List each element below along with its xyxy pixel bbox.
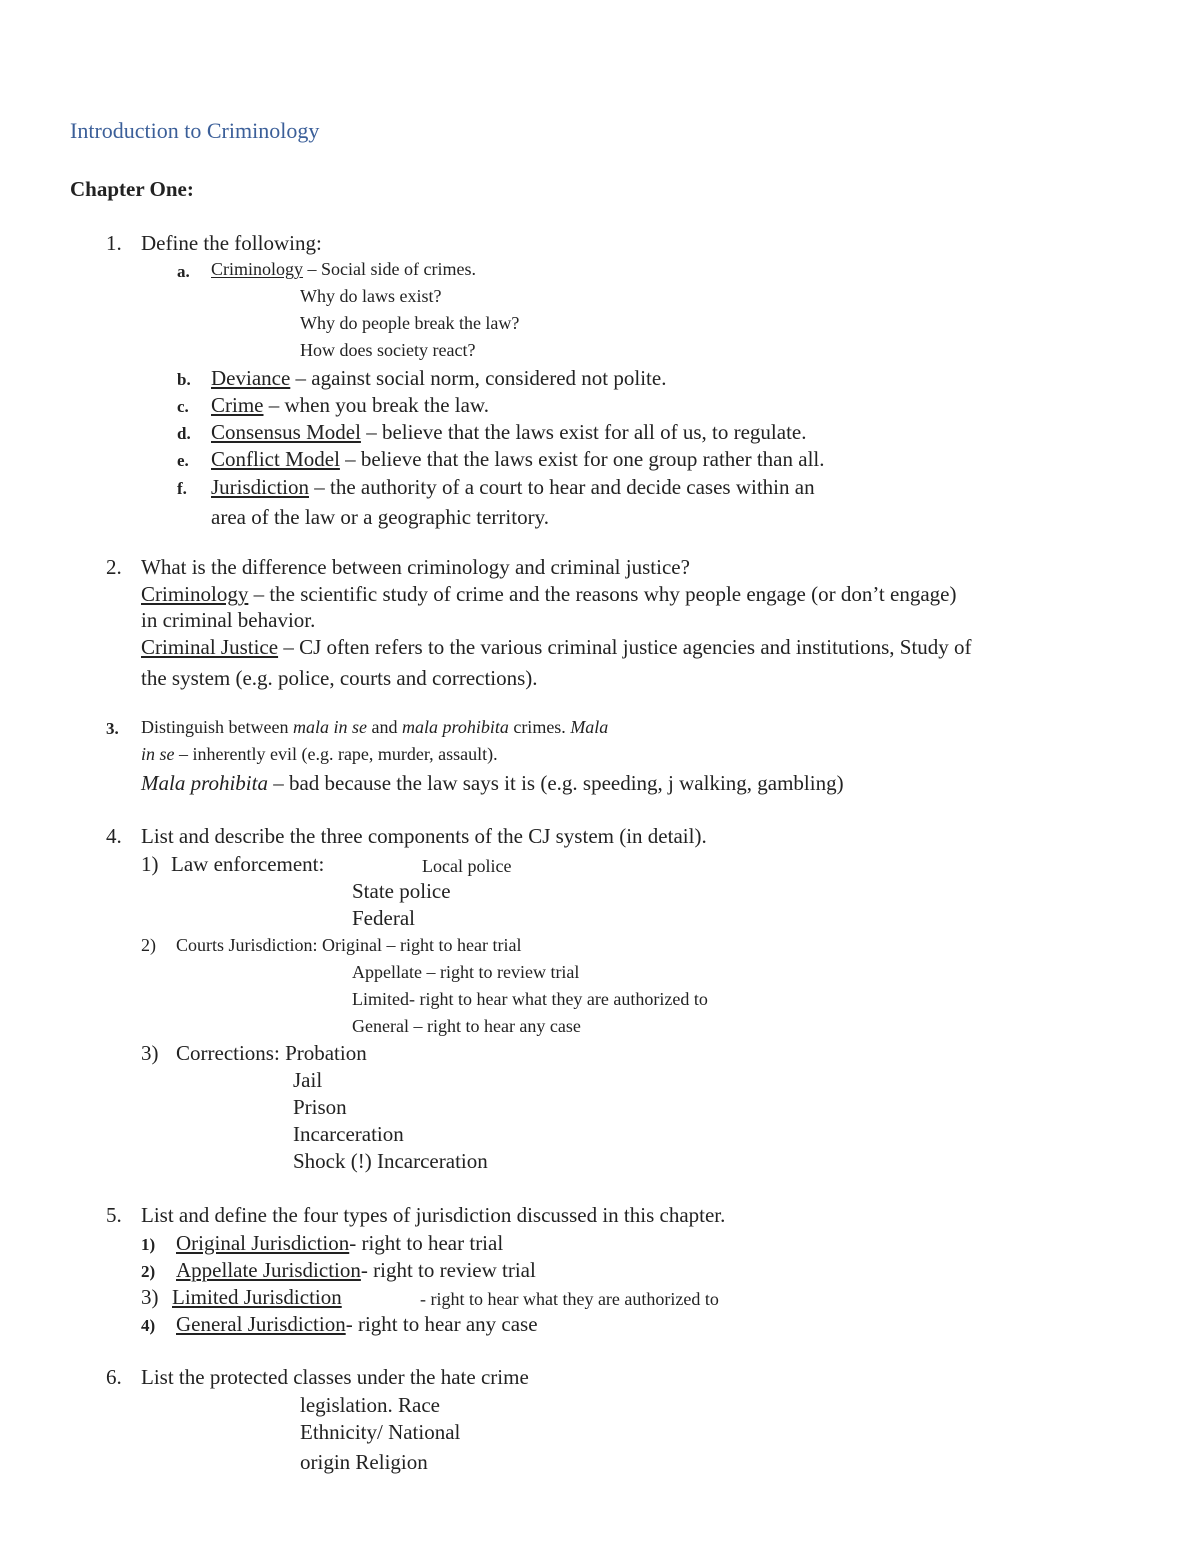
- jurisdiction-type-1-label: 1): [141, 1235, 156, 1254]
- q3-text-post: crimes.: [508, 717, 571, 737]
- def-limited-jurisdiction: - right to hear what they are authorized to: [420, 1289, 719, 1309]
- question-3-text: [141, 718, 608, 736]
- term-general-jurisdiction: General Jurisdiction: [176, 1312, 346, 1336]
- def-criminology-2: – the scientific study of crime and the reasons why people engage (or don’t engage): [248, 582, 957, 606]
- term-crime: Crime: [211, 393, 264, 417]
- def-conflict-model: – believe that the laws exist for one group rather than all.: [339, 447, 825, 471]
- component-3-label: 3): [141, 1041, 159, 1065]
- mala-prohibita-answer: [141, 773, 844, 794]
- item-e-label: e.: [177, 451, 189, 470]
- question-4-number: 4.: [106, 824, 122, 848]
- corrections-item-4: Incarceration: [293, 1122, 404, 1146]
- question-5-number: 5.: [106, 1203, 122, 1227]
- jurisdiction-type-original: [176, 1233, 503, 1254]
- corrections-heading: Corrections:: [176, 1041, 286, 1065]
- question-6-number: 6.: [106, 1365, 122, 1389]
- term-appellate-jurisdiction: Appellate Jurisdiction: [176, 1258, 361, 1282]
- law-enforcement-item-2: State police: [352, 879, 451, 903]
- q3-text-and: and: [366, 717, 402, 737]
- q3-mala-prohibita: mala prohibita: [401, 717, 509, 737]
- criminal-justice-answer: [141, 637, 972, 658]
- component-law-enforcement: Law enforcement:: [171, 852, 325, 876]
- item-b-label: b.: [177, 370, 191, 389]
- term-criminal-justice: Criminal Justice: [141, 635, 279, 659]
- q3-mala-prohibita-definition: – bad because the law says it is (e.g. speeding, j walking, gambling): [267, 771, 844, 795]
- consensus-model-definition: [211, 422, 806, 443]
- document-title: Introduction to Criminology: [70, 118, 320, 143]
- criminology-answer: [141, 584, 956, 605]
- def-jurisdiction: – the authority of a court to hear and decide cases within an: [309, 475, 815, 499]
- def-criminology: – Social side of crimes.: [303, 259, 476, 279]
- def-original-jurisdiction: - right to hear trial: [349, 1231, 504, 1255]
- jurisdiction-definition-cont: area of the law or a geographic territory.: [211, 505, 549, 529]
- deviance-definition: [211, 368, 666, 389]
- q3-text-pre: Distinguish between: [141, 717, 293, 737]
- jurisdiction-type-appellate: [176, 1260, 536, 1281]
- jurisdiction-type-2-label: 2): [141, 1262, 156, 1281]
- item-f-label: f.: [177, 479, 187, 498]
- criminology-question-3: How does society react?: [300, 340, 476, 360]
- component-corrections: [176, 1043, 367, 1064]
- def-crime: – when you break the law.: [263, 393, 489, 417]
- jurisdiction-type-3-label: 3): [141, 1285, 159, 1309]
- term-criminology: Criminology: [211, 259, 304, 279]
- courts-item-3: Limited- right to hear what they are authorized to: [352, 989, 708, 1009]
- law-enforcement-item-3: Federal: [352, 906, 415, 930]
- def-criminal-justice: – CJ often refers to the various criminal justice agencies and institutions, Study of: [278, 635, 972, 659]
- protected-classes-line-2: Ethnicity/ National: [300, 1420, 461, 1444]
- q3-mala-in-se: mala in se: [292, 717, 367, 737]
- corrections-item-3: Prison: [293, 1095, 347, 1119]
- courts-item-1: Original – right to hear trial: [322, 935, 522, 955]
- component-courts: [176, 936, 521, 954]
- courts-item-4: General – right to hear any case: [352, 1016, 581, 1036]
- mala-in-se-answer: [141, 745, 498, 763]
- question-1-number: 1.: [106, 231, 122, 255]
- corrections-item-1: Probation: [285, 1041, 367, 1065]
- jurisdiction-definition: [211, 477, 815, 498]
- question-2-text: What is the difference between criminology and criminal justice?: [141, 555, 690, 579]
- question-2-number: 2.: [106, 555, 122, 579]
- corrections-item-5: Shock (!) Incarceration: [293, 1149, 488, 1173]
- criminology-question-2: Why do people break the law?: [300, 313, 520, 333]
- protected-classes-line-3: origin Religion: [300, 1450, 428, 1474]
- question-3-number: 3.: [106, 719, 119, 738]
- item-d-label: d.: [177, 424, 191, 443]
- term-jurisdiction: Jurisdiction: [211, 475, 309, 499]
- question-4-text: List and describe the three components of the CJ system (in detail).: [141, 824, 707, 848]
- term-criminology-2: Criminology: [141, 582, 249, 606]
- law-enforcement-item-1: Local police: [422, 856, 512, 876]
- q3-in-se-definition: – inherently evil (e.g. rape, murder, assault).: [174, 744, 498, 764]
- question-1-text: Define the following:: [141, 231, 322, 255]
- term-limited-jurisdiction: Limited Jurisdiction: [172, 1285, 342, 1309]
- criminology-answer-cont: in criminal behavior.: [141, 608, 316, 632]
- courts-heading: Courts Jurisdiction:: [176, 935, 323, 955]
- term-conflict-model: Conflict Model: [211, 447, 340, 471]
- def-consensus-model: – believe that the laws exist for all of us, to regulate.: [360, 420, 807, 444]
- jurisdiction-type-general: [176, 1314, 538, 1335]
- criminal-justice-answer-cont: the system (e.g. police, courts and corrections).: [141, 666, 538, 690]
- def-deviance: – against social norm, considered not polite.: [290, 366, 667, 390]
- question-6-text: List the protected classes under the hate crime: [141, 1365, 529, 1389]
- def-appellate-jurisdiction: - right to review trial: [360, 1258, 536, 1282]
- component-1-label: 1): [141, 852, 159, 876]
- def-general-jurisdiction: - right to hear any case: [345, 1312, 538, 1336]
- protected-classes-line-1: legislation. Race: [300, 1393, 440, 1417]
- courts-item-2: Appellate – right to review trial: [352, 962, 580, 982]
- q3-mala: Mala: [570, 717, 609, 737]
- jurisdiction-type-4-label: 4): [141, 1316, 156, 1335]
- q3-mala-prohibita-2: Mala prohibita: [141, 771, 268, 795]
- q3-in-se: in se: [141, 744, 175, 764]
- conflict-model-definition: [211, 449, 825, 470]
- chapter-heading: Chapter One:: [70, 177, 194, 201]
- item-a-label: a.: [177, 262, 190, 281]
- corrections-item-2: Jail: [293, 1068, 323, 1092]
- component-2-label: 2): [141, 935, 156, 955]
- question-5-text: List and define the four types of jurisdiction discussed in this chapter.: [141, 1203, 726, 1227]
- term-deviance: Deviance: [211, 366, 291, 390]
- item-c-label: c.: [177, 397, 189, 416]
- crime-definition: [211, 395, 489, 416]
- term-consensus-model: Consensus Model: [211, 420, 361, 444]
- criminology-definition: [211, 260, 476, 278]
- term-original-jurisdiction: Original Jurisdiction: [176, 1231, 350, 1255]
- criminology-question-1: Why do laws exist?: [300, 286, 442, 306]
